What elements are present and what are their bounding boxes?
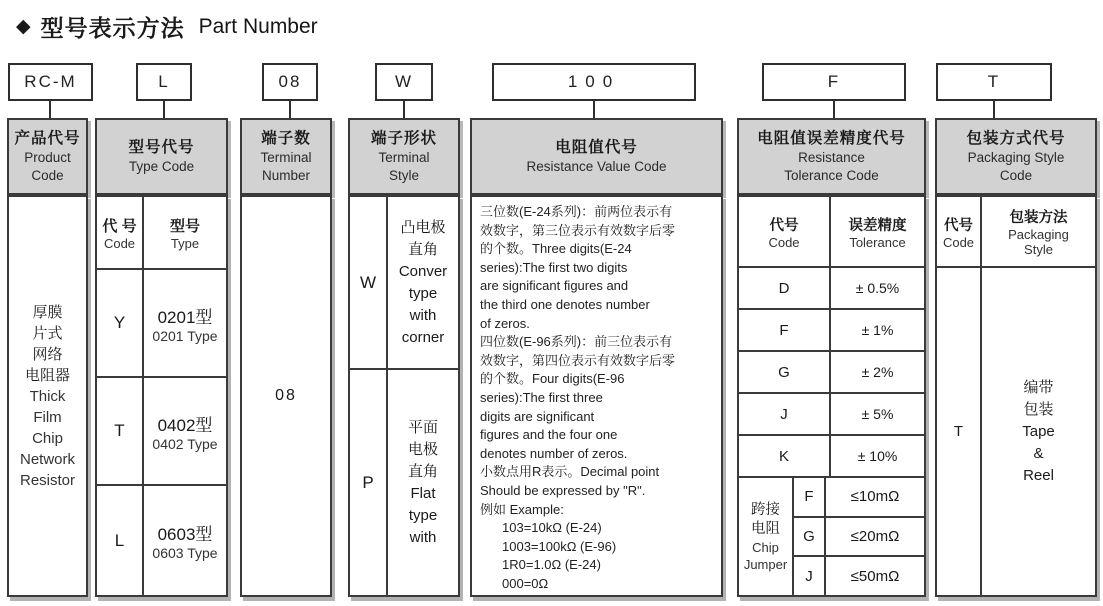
cell-label-zh: 0402型 [157, 415, 213, 435]
code-box-packaging: T [936, 63, 1052, 101]
pack-line: Tape [1022, 422, 1055, 440]
cell-label-en: Jumper [743, 556, 788, 572]
connector-line-terminal-number [289, 101, 291, 118]
header-label-en: Code [999, 167, 1033, 183]
type-code-cell: L [97, 486, 144, 595]
column-header-resistance-value [470, 118, 723, 195]
tolerance-header-tolerance [831, 197, 924, 266]
connector-line-type [163, 101, 165, 118]
header-label-en: Type Code [128, 158, 195, 174]
tolerance-code-cell: K [739, 436, 831, 476]
jumper-value-cell: ≤10mΩ [850, 488, 900, 506]
desc-line: type [408, 506, 438, 524]
type-name-cell [144, 486, 226, 595]
cell-label-en: Type [170, 235, 200, 251]
column-body-terminal-number [240, 195, 332, 597]
desc-line: Conver [398, 262, 448, 280]
header-label-en: Style [388, 167, 419, 183]
resistance-text-line: 三位数(E-24系列)：前两位表示有 [480, 204, 673, 219]
column-header-tolerance [737, 118, 926, 195]
cell-label-en: 0402 Type [152, 435, 218, 452]
page-title-zh: 型号表示方法 [40, 15, 185, 41]
table-row [97, 486, 226, 595]
resistance-example-line: 1003=100kΩ (E-96) [502, 538, 617, 554]
product-desc-line: Film [33, 408, 62, 426]
cell-label-en: Tolerance [849, 234, 906, 250]
cell-label-zh: 电阻 [751, 520, 780, 537]
cell-label-en: Code [942, 234, 975, 250]
resistance-text-line: 小数点用R表示。Decimal point [480, 464, 660, 480]
tolerance-code-cell: F [739, 310, 831, 350]
header-label-zh: 电阻值代号 [555, 138, 638, 156]
tolerance-table-header [739, 197, 924, 268]
connector-line-resistance-value [593, 101, 595, 118]
table-row [739, 394, 924, 436]
product-desc-line: 电阻器 [24, 366, 70, 384]
header-label-zh: 型号代号 [128, 138, 195, 156]
resistance-text-line: of zeros. [480, 315, 530, 331]
jumper-value-cell: ≤50mΩ [850, 567, 900, 585]
product-desc-line: Network [19, 450, 75, 468]
header-label-zh: 端子数 [261, 129, 311, 147]
type-table-header-type [144, 197, 226, 268]
tolerance-value-cell: ± 10% [857, 448, 898, 464]
column-body-type-code [95, 195, 228, 597]
header-label-en: Terminal [260, 150, 312, 166]
header-label-en: Resistance Value Code [526, 158, 667, 174]
type-name-cell [144, 378, 226, 484]
desc-line: 凸电极 [400, 218, 446, 236]
table-row [739, 268, 924, 310]
column-header-packaging [935, 118, 1097, 195]
packaging-code-column [937, 197, 982, 595]
table-row [97, 270, 226, 378]
pack-line: & [1033, 444, 1044, 462]
terminal-style-code: P [350, 370, 388, 595]
header-label-en: Terminal [378, 150, 430, 166]
chip-jumper-rows [794, 478, 924, 595]
header-label-en: Packaging Style [967, 150, 1065, 166]
packaging-header-code [937, 197, 980, 268]
pack-line: 包装 [1023, 400, 1054, 418]
terminal-style-row-p [350, 370, 458, 595]
table-row [739, 436, 924, 478]
code-box-terminal-style: W [375, 63, 433, 101]
packaging-style-column [982, 197, 1095, 595]
resistance-example-line: 1R0=1.0Ω (E-24) [502, 557, 601, 573]
terminal-style-desc [388, 370, 458, 595]
header-label-zh: 包装方式代号 [966, 129, 1066, 147]
desc-line: 电极 [407, 440, 438, 458]
cell-label-zh: 包装方法 [1009, 210, 1068, 226]
tolerance-code-cell: J [739, 394, 831, 434]
jumper-code-cell: G [794, 518, 826, 556]
cell-label-zh: 代号 [769, 217, 799, 234]
cell-label-zh: 0603型 [157, 525, 213, 544]
header-label-en: Resistance [798, 150, 865, 166]
resistance-example-line: 000=0Ω [502, 575, 549, 591]
desc-line: corner [401, 328, 445, 346]
resistance-text-line: Should be expressed by "R". [480, 482, 646, 498]
column-header-terminal-number [240, 118, 332, 195]
resistance-example-line: 103=10kΩ (E-24) [502, 520, 602, 536]
cell-label-en: Code [103, 235, 136, 251]
type-code-cell: T [97, 378, 144, 484]
chip-jumper-label [739, 478, 794, 595]
column-body-product-code [7, 195, 88, 597]
cell-label-en: 0603 Type [152, 545, 218, 561]
type-table-header [97, 197, 226, 270]
header-label-zh: 产品代号 [14, 129, 81, 147]
cell-label-zh: 代号 [944, 217, 973, 234]
header-label-en: Tolerance Code [784, 167, 879, 183]
product-desc-line: 厚膜 [32, 303, 63, 321]
packaging-style-cell [982, 268, 1095, 595]
column-body-terminal-style [348, 195, 460, 597]
table-row [794, 518, 924, 558]
resistance-text-line: digits are significant [480, 408, 595, 424]
tolerance-header-code [739, 197, 831, 266]
code-box-product: RC-M [8, 63, 93, 101]
product-desc-line: 片式 [32, 324, 63, 342]
code-box-resistance-value: 100 [492, 63, 696, 101]
desc-line: 平面 [407, 418, 438, 436]
jumper-value-cell: ≤20mΩ [850, 528, 900, 545]
desc-line: Flat [410, 484, 436, 502]
product-desc-line: 网络 [32, 345, 63, 363]
resistance-text-line: denotes number of zeros. [480, 445, 628, 461]
packaging-code-cell [937, 268, 980, 595]
table-row [739, 310, 924, 352]
terminal-style-code: W [350, 197, 388, 368]
tolerance-code-cell: D [739, 268, 831, 308]
connector-line-packaging [993, 101, 995, 118]
type-name-cell [144, 270, 226, 376]
page-title [16, 10, 318, 43]
header-label-en: Code [31, 167, 64, 183]
cell-label-en: 0201 Type [152, 327, 218, 344]
packaging-code-value: T [953, 422, 964, 440]
resistance-text-line: series):The first three [480, 389, 603, 405]
desc-line: with [409, 306, 437, 324]
type-code-cell: Y [97, 270, 144, 376]
resistance-text-line: the third one denotes number [480, 296, 650, 312]
cell-label-zh: 误差精度 [848, 217, 907, 234]
tolerance-value-cell: ± 0.5% [855, 280, 900, 296]
column-body-packaging [935, 195, 1097, 597]
code-box-type: L [136, 63, 192, 101]
resistance-text-line: 例如 Example: [480, 501, 564, 517]
chip-jumper-section [739, 478, 924, 595]
tolerance-value-cell: ± 5% [861, 406, 894, 422]
resistance-text-line: 的个数。Three digits(E-24 [480, 241, 632, 257]
jumper-code-cell: F [794, 478, 826, 516]
product-desc-line: Chip [32, 429, 63, 447]
terminal-style-desc [388, 197, 458, 368]
column-header-type-code [95, 118, 228, 195]
packaging-header-style [982, 197, 1095, 268]
tolerance-value-cell: ± 2% [861, 364, 894, 380]
column-header-terminal-style [348, 118, 460, 195]
page-title-en: Part Number [198, 14, 318, 38]
terminal-number-value: 08 [275, 387, 297, 404]
tolerance-code-cell: G [739, 352, 831, 392]
resistance-text-line: 效数字，第三位表示有效数字后零 [480, 222, 676, 238]
table-row [97, 378, 226, 486]
table-row [739, 352, 924, 394]
table-row [794, 478, 924, 518]
product-desc-line: Thick [29, 387, 66, 405]
cell-label-zh: 跨接 [751, 501, 780, 518]
connector-line-tolerance [833, 101, 835, 118]
code-box-tolerance: F [762, 63, 906, 101]
cell-label-en: Packaging [1008, 227, 1069, 242]
desc-line: 直角 [407, 240, 438, 258]
resistance-text-line: series):The first two digits [480, 259, 628, 275]
diamond-icon: ◆ [16, 16, 31, 37]
cell-label-zh: 型号 [169, 217, 200, 235]
resistance-text-line: 效数字，第四位表示有效数字后零 [480, 352, 676, 368]
resistance-text-line: are significant figures and [480, 278, 629, 294]
header-label-zh: 端子形状 [370, 129, 437, 147]
type-table-header-code [97, 197, 144, 268]
header-label-en: Product [24, 150, 71, 166]
code-box-terminal-number: 08 [262, 63, 318, 101]
column-header-product-code [7, 118, 88, 195]
connector-line-product [49, 101, 51, 118]
table-row [794, 557, 924, 595]
connector-line-terminal-style [403, 101, 405, 118]
jumper-code-cell: J [794, 557, 826, 595]
header-label-zh: 电阻值误差精度代号 [757, 129, 906, 147]
pack-line: Reel [1023, 466, 1054, 484]
resistance-text-line: figures and the four one [480, 427, 618, 443]
cell-label-zh: 0201型 [157, 307, 213, 327]
column-body-tolerance [737, 195, 926, 597]
header-label-en: Number [261, 167, 310, 183]
resistance-text-line: 的个数。Four digits(E-96 [480, 371, 625, 387]
cell-label-en: Style [1024, 242, 1053, 257]
desc-line: with [409, 528, 437, 546]
cell-label-zh: 代 号 [102, 217, 137, 235]
cell-label-en: Code [768, 234, 800, 250]
desc-line: 直角 [407, 462, 438, 480]
product-desc-line: Resistor [19, 471, 75, 489]
pack-line: 编带 [1023, 378, 1054, 396]
desc-line: type [408, 284, 438, 302]
resistance-text-line: 四位数(E-96系列)：前三位表示有 [480, 334, 673, 350]
terminal-style-row-w [350, 197, 458, 370]
column-body-resistance-value [470, 195, 723, 597]
tolerance-value-cell: ± 1% [861, 322, 894, 338]
cell-label-en: Chip [752, 539, 779, 555]
